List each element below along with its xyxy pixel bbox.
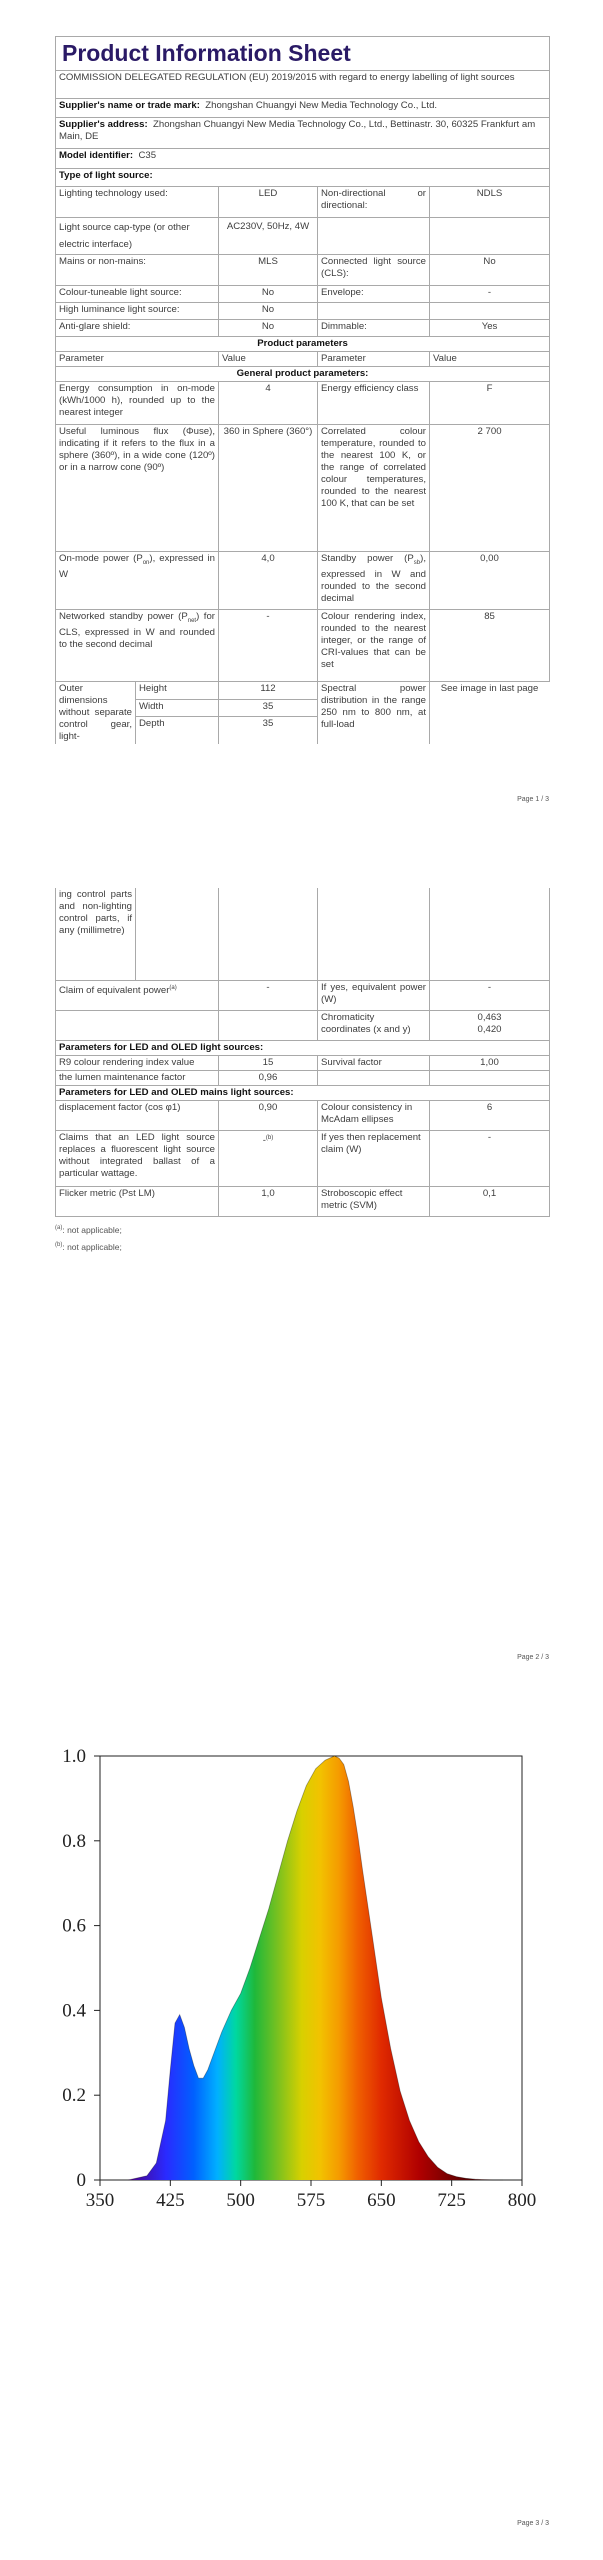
y-tick-label: 1.0 — [62, 1746, 86, 1767]
directional-label: Non-directional or directional: — [318, 187, 430, 218]
page-number: Page 3 / 3 — [517, 2520, 549, 2527]
chroma-empty-1 — [56, 1011, 219, 1041]
cap-type-label: Light source cap-type (or other electric interface) — [56, 218, 219, 255]
networked-standby-value: - — [219, 610, 318, 682]
x-tick-label: 800 — [507, 2190, 537, 2211]
spd-value: See image in last page — [430, 682, 550, 744]
page-number: Page 1 / 3 — [517, 796, 549, 803]
replacement-claim-value: -$^{(b)}$ — [219, 1131, 318, 1187]
spectral-power-chart — [0, 1700, 603, 2220]
luminous-flux-label: Useful luminous flux (Φuse), indicating if it refers to the flux in a sphere (360º), in a wide cone (120º) or in a narrow cone (90º) — [56, 425, 219, 552]
displacement-factor-label: displacement factor (cos φ1) — [56, 1101, 219, 1131]
dim-empty-4 — [430, 888, 550, 980]
cls-label: Connected light source (CLS): — [318, 255, 430, 286]
dim-empty-3 — [318, 888, 430, 980]
energy-consumption-label: Energy consumption in on-mode (kWh/1000 h), rounded up to the nearest integer — [56, 382, 219, 425]
equivalent-power-claim-label: Claim of equivalent power$^{(a)}$ — [56, 981, 219, 1011]
lighting-technology-value: LED — [219, 187, 318, 218]
standby-power-label: Standby power $(P_{sb})$, expressed in W and rounded to the second decimal — [318, 552, 430, 610]
colour-tuneable-value: No — [219, 286, 318, 303]
directional-value: NDLS — [430, 187, 550, 218]
supplier-name-row — [56, 99, 550, 118]
replacement-watt-label: If yes then replacement claim (W) — [318, 1131, 430, 1187]
dimensions-continued-table — [55, 888, 550, 981]
survival-factor-value: 1,00 — [430, 1056, 550, 1071]
dimensions-label: Outer dimensions without separate control gear, light- — [56, 682, 136, 744]
x-tick-label: 425 — [156, 2190, 185, 2211]
supplier-name-label: Supplier's name or trade mark: — [59, 100, 200, 111]
y-tick-label: 0.6 — [62, 1915, 86, 1937]
cls-value: No — [430, 255, 550, 286]
y-tick-label: 0.8 — [62, 1830, 86, 1852]
model-identifier: C35 — [138, 150, 157, 161]
col-header-value: Value — [219, 352, 318, 367]
displacement-factor-value: 0,90 — [219, 1101, 318, 1131]
page-title: Product Information Sheet — [56, 37, 550, 71]
flicker-label: Flicker metric (Pst LM) — [56, 1187, 219, 1217]
energy-consumption-value: 4 — [219, 382, 318, 425]
cri-label: Colour rendering index, rounded to the nearest integer, or the range of CRI-values that can be set — [318, 610, 430, 682]
info-sheet-page-2 — [55, 888, 549, 1255]
high-luminance-empty-label — [318, 303, 430, 320]
chromaticity-label: Chromaticity coordinates (x and y) — [318, 1011, 430, 1041]
dimmable-value: Yes — [430, 320, 550, 337]
lumen-empty-2 — [430, 1071, 550, 1086]
dimensions-table — [55, 682, 549, 744]
cri-value: 85 — [430, 610, 550, 682]
chroma-empty-2 — [219, 1011, 318, 1041]
dim-width-label: Width — [136, 700, 219, 717]
envelope-value: - — [430, 286, 550, 303]
survival-factor-label: Survival factor — [318, 1056, 430, 1071]
page-2 — [0, 860, 603, 1680]
footnote-a: $^{(a)}$: not applicable; — [55, 1224, 122, 1235]
cap-type-empty-value — [430, 218, 550, 255]
stroboscopic-label: Stroboscopic effect metric (SVM) — [318, 1187, 430, 1217]
mains-value: MLS — [219, 255, 318, 286]
macadam-value: 6 — [430, 1101, 550, 1131]
standby-power-value: 0,00 — [430, 552, 550, 610]
anti-glare-value: No — [219, 320, 318, 337]
cap-type-empty-label — [318, 218, 430, 255]
led-params-header: Parameters for LED and OLED light sources: — [56, 1041, 550, 1056]
x-tick-label: 725 — [437, 2190, 466, 2211]
page-number: Page 2 / 3 — [517, 1654, 549, 1661]
dim-empty-1 — [136, 888, 219, 980]
footnotes — [55, 1221, 549, 1255]
cct-value: 2 700 — [430, 425, 550, 552]
dim-empty-2 — [219, 888, 318, 980]
page-1 — [0, 0, 603, 820]
replacement-claim-label: Claims that an LED light source replaces a fluorescent light source without integrated ballast of a particular wattage. — [56, 1131, 219, 1187]
dim-height-value: 112 — [219, 682, 318, 700]
y-tick-label: 0.4 — [62, 2000, 86, 2022]
dim-depth-label: Depth — [136, 717, 219, 745]
high-luminance-value: No — [219, 303, 318, 320]
dim-depth-value: 35 — [219, 717, 318, 745]
r9-label: R9 colour rendering index value — [56, 1056, 219, 1071]
mains-label: Mains or non-mains: — [56, 255, 219, 286]
lighting-technology-label: Lighting technology used: — [56, 187, 219, 218]
on-mode-power-value: 4,0 — [219, 552, 318, 610]
x-tick-label: 650 — [367, 2190, 396, 2211]
cap-type-value: AC230V, 50Hz, 4W — [219, 218, 318, 255]
spectrum-area — [128, 1756, 503, 2180]
cct-label: Correlated colour temperature, rounded to the nearest 100 K, or the range of correlated colour temperatures, rounded to the nearest 100 K, that can be set — [318, 425, 430, 552]
replacement-watt-value: - — [430, 1131, 550, 1187]
flicker-value: 1,0 — [219, 1187, 318, 1217]
product-parameters-header: Product parameters — [56, 337, 550, 352]
colour-tuneable-label: Colour-tuneable light source: — [56, 286, 219, 303]
macadam-label: Colour consistency in McAdam ellipses — [318, 1101, 430, 1131]
equivalent-power-label: If yes, equivalent power (W) — [318, 981, 430, 1011]
spd-label: Spectral power distribution in the range 250 nm to 800 nm, at full-load — [318, 682, 430, 744]
page-3 — [0, 1700, 603, 2560]
product-info-table — [55, 36, 550, 682]
dim-width-value: 35 — [219, 700, 318, 717]
energy-class-value: F — [430, 382, 550, 425]
dimensions-label-continued: ing control parts and non-lighting control parts, if any (millimetre) — [56, 888, 136, 980]
chart-series — [128, 1756, 503, 2180]
on-mode-power-label: On-mode power $(P_{on})$, expressed in W — [56, 552, 219, 610]
high-luminance-empty-value — [430, 303, 550, 320]
mains-params-header: Parameters for LED and OLED mains light sources: — [56, 1086, 550, 1101]
anti-glare-label: Anti-glare shield: — [56, 320, 219, 337]
x-tick-label: 500 — [226, 2190, 255, 2211]
regulation-text: COMMISSION DELEGATED REGULATION (EU) 2019/2015 with regard to energy labelling of light sources — [56, 71, 550, 99]
col-header-value-2: Value — [430, 352, 550, 367]
params-table-page-2 — [55, 981, 550, 1218]
model-label: Model identifier: — [59, 150, 134, 161]
y-tick-label: 0 — [76, 2170, 86, 2191]
envelope-label: Envelope: — [318, 286, 430, 303]
col-header-parameter-2: Parameter — [318, 352, 430, 367]
networked-standby-label: Networked standby power $(P_{net})$ for CLS, expressed in W and rounded to the second decimal — [56, 610, 219, 682]
type-label: Type of light source: — [56, 169, 550, 187]
x-tick-label: 350 — [85, 2190, 115, 2211]
luminous-flux-value: 360 in Sphere (360°) — [219, 425, 318, 552]
dimensions-block-page-1 — [55, 682, 549, 744]
dim-height-label: Height — [136, 682, 219, 700]
dimmable-label: Dimmable: — [318, 320, 430, 337]
high-luminance-label: High luminance light source: — [56, 303, 219, 320]
supplier-name: Zhongshan Chuangyi New Media Technology Co., Ltd. — [205, 100, 438, 111]
model-row — [56, 149, 550, 169]
info-sheet-page-1 — [55, 36, 549, 744]
x-tick-label: 575 — [296, 2190, 326, 2211]
lumen-empty-1 — [318, 1071, 430, 1086]
equivalent-power-claim-value: - — [219, 981, 318, 1011]
chromaticity-value: 0,463 0,420 — [430, 1011, 550, 1041]
energy-class-label: Energy efficiency class — [318, 382, 430, 425]
footnote-b: $^{(b)}$: not applicable; — [55, 1241, 122, 1252]
y-tick-label: 0.2 — [62, 2085, 86, 2107]
lumen-maintenance-label: the lumen maintenance factor — [56, 1071, 219, 1086]
general-parameters-header: General product parameters: — [56, 367, 550, 382]
supplier-address-row — [56, 118, 550, 149]
col-header-parameter: Parameter — [56, 352, 219, 367]
stroboscopic-value: 0,1 — [430, 1187, 550, 1217]
lumen-maintenance-value: 0,96 — [219, 1071, 318, 1086]
supplier-address-label: Supplier's address: — [59, 119, 148, 130]
r9-value: 15 — [219, 1056, 318, 1071]
equivalent-power-value: - — [430, 981, 550, 1011]
supplier-address: Zhongshan Chuangyi New Media Technology Co., Ltd., Bettinastr. 30, 60325 Frankfurt am Main, DE — [59, 119, 536, 142]
